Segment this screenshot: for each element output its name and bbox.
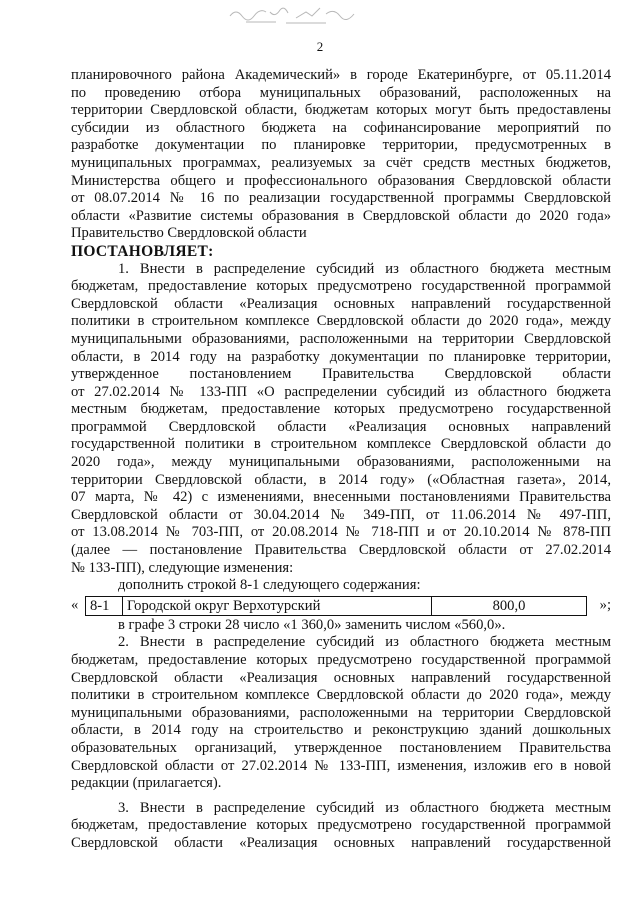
text-line: 1. Внести в распределение субсидий из областного бюджета местным [118, 260, 611, 277]
text-line: по проведению отбора муниципальных образований, расположенных на [71, 84, 611, 101]
text-line: планировочного района Академический» в городе Екатеринбурге, от 05.11.2014 [71, 67, 611, 83]
text-line: Свердловской области «Реализация основных направлений государственной [71, 295, 611, 312]
page-number: 2 [316, 39, 324, 54]
text-line: государственной политики в строительном комплексе Свердловской области до [71, 436, 611, 453]
text-line: от 13.08.2014 № 703-ПП, от 20.08.2014 № 718-ПП и от 20.10.2014 № 878-ПП [71, 524, 611, 541]
text-line: бюджетам, предоставление которых предусмотрено государственной программой [71, 278, 611, 295]
text-line: образовательных организаций, утвержденное постановлением Правительства [71, 739, 611, 756]
intro-paragraph [71, 67, 611, 243]
text-line: разработке документации по планировке территории, предусмотренных в [71, 137, 611, 154]
text-line: № 133-ПП), следующие изменения: [71, 559, 294, 576]
text-line: муниципальных программах, реализуемых за счёт средств местных бюджетов, [71, 154, 611, 171]
text-line: Свердловской области от 30.04.2014 № 349-ПП, от 11.06.2014 № 497-ПП, [71, 506, 611, 523]
stamp-mark-image [226, 2, 366, 26]
open-quote: « [71, 596, 79, 613]
text-line: политики в строительном комплексе Свердловской области до 2020 года», между [71, 313, 611, 330]
text-line: (далее — постановление Правительства Свердловской области от 27.02.2014 [71, 542, 611, 559]
text-line: местным бюджетам, предоставление которых предусмотрено государственной [71, 401, 611, 418]
text-line: политики в строительном комплексе Свердловской области до 2020 года», между [71, 687, 611, 704]
text-line: Свердловской области «Реализация основных направлений государственной [71, 669, 611, 686]
text-line: 07 марта, № 42) с изменениями, внесенными постановлениями Правительства [71, 489, 611, 506]
text-line: Свердловской области от 27.02.2014 № 133-ПП, изменения, изложив его в новой [71, 757, 611, 774]
text-line: Правительство Свердловской области [71, 225, 307, 242]
paragraph-gap [71, 793, 611, 800]
close-quote: »; [599, 596, 611, 613]
text-line: 3. Внести в распределение субсидий из областного бюджета местным [118, 799, 611, 816]
text-line: территории Свердловской области, в 2014 году» («Областная газета», 2014, [71, 471, 611, 488]
text-line: Свердловской области «Реализация основных направлений государственной [71, 834, 611, 851]
text-line: территории Свердловской области, бюджетам которых могут быть предоставлены [71, 102, 611, 119]
text-line: бюджетам, предоставление которых предусмотрено государственной программой [71, 652, 611, 668]
text-line: 2. Внести в распределение субсидий из областного бюджета местным [118, 634, 611, 651]
row-number-cell: 8-1 [86, 597, 123, 615]
text-line: от 08.07.2014 № 16 по реализации государственной программы Свердловской [71, 190, 611, 207]
text-line: бюджетам, предоставление которых предусмотрено государственной программой [71, 817, 611, 834]
text-line: области, в 2014 году на разработку документации по планировке территории, [71, 348, 611, 365]
sub-item-replace-value: в графе 3 строки 28 число «1 360,0» заменить числом «560,0». [118, 616, 506, 633]
text-line: редакции (прилагается). [71, 775, 222, 792]
item-3-paragraph [71, 800, 611, 853]
sub-item-add-row: дополнить строкой 8-1 следующего содержания: [118, 577, 421, 594]
text-line: 2020 года», между муниципальными образованиями, расположенными на [71, 454, 611, 471]
text-line: области «Развитие системы образования в Свердловской области до 2020 года» [71, 207, 611, 224]
table-row [85, 596, 587, 616]
amount-cell: 800,0 [492, 597, 526, 614]
text-line: от 27.02.2014 № 133-ПП «О распределении субсидий из областного бюджета [71, 383, 611, 400]
item-2-paragraph [71, 634, 611, 792]
text-line: области, в 2014 году на строительство и реконструкцию зданий дошкольных [71, 722, 611, 739]
municipality-cell: Городской округ Верхотурский [123, 597, 432, 615]
item-1-paragraph [71, 261, 611, 578]
text-line: Министерства общего и профессионального образования Свердловской области [71, 172, 611, 189]
text-line: муниципальными образованиями, расположенными на территории Свердловской [71, 704, 611, 721]
inserted-row [71, 596, 611, 616]
text-line: субсидии из областного бюджета на софинансирование мероприятий по [71, 119, 611, 136]
document-body [71, 67, 611, 853]
decree-heading: ПОСТАНОВЛЯЕТ: [71, 242, 214, 260]
text-line: программой Свердловской области «Реализация основных направлений [71, 418, 611, 435]
text-line: муниципальными образованиями, расположенными на территории Свердловской [71, 330, 611, 347]
text-line: утвержденное постановлением Правительства Свердловской области [71, 366, 611, 383]
